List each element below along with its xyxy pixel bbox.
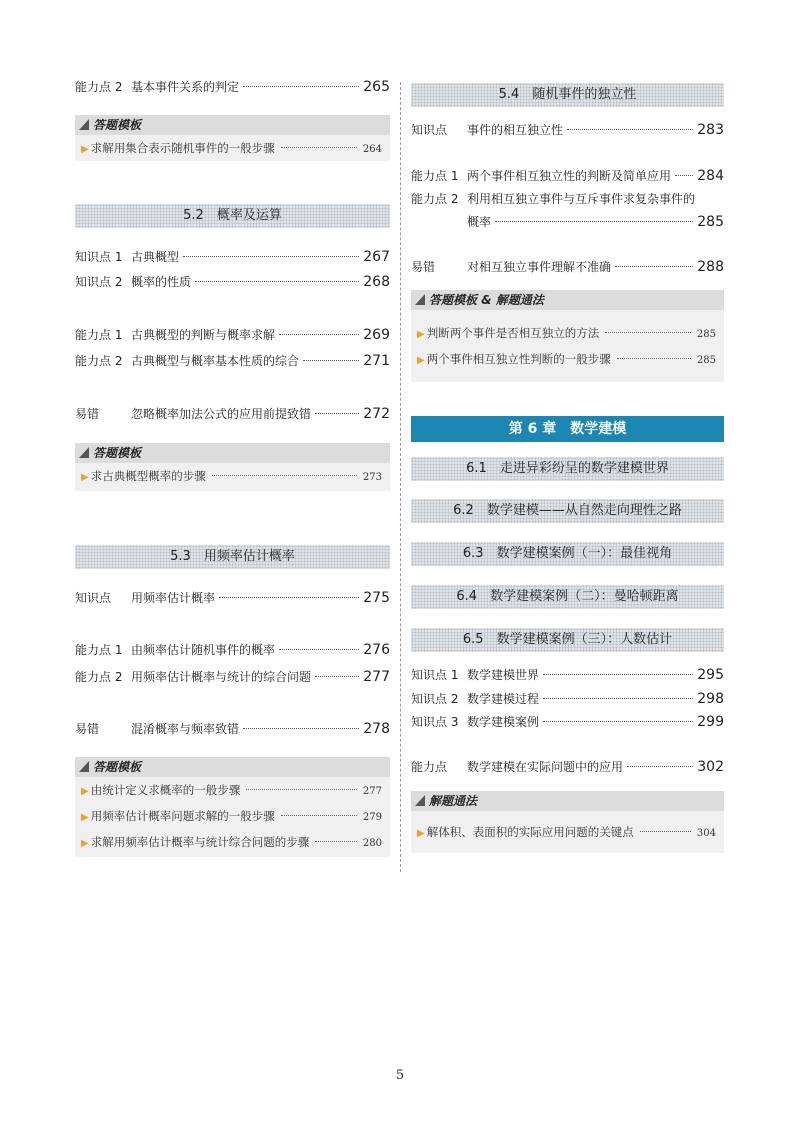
box-heading: 答题模板 xyxy=(75,757,390,777)
solution-method-box xyxy=(411,791,724,853)
toc-entry[interactable]: 能力点 2 用频率估计概率与统计的综合问题 277 xyxy=(75,669,390,685)
section-heading-6-4[interactable]: 6.4 数学建模案例（二）：曼哈顿距离 xyxy=(411,585,724,609)
toc-entry[interactable]: 能力点 1 两个事件相互独立性的判断及简单应用 284 xyxy=(411,168,724,184)
arrow-right-icon: ▶ xyxy=(81,786,89,797)
toc-entry[interactable]: 知识点 1 数学建模世界 295 xyxy=(411,667,724,683)
box-item[interactable]: ▶ 判断两个事件是否相互独立的方法 285 xyxy=(411,320,724,346)
triangle-icon xyxy=(415,795,425,806)
toc-entry[interactable]: 易错 混淆概率与频率致错 278 xyxy=(75,721,390,737)
toc-entry[interactable]: 知识点 用频率估计概率 275 xyxy=(75,590,390,606)
arrow-right-icon: ▶ xyxy=(417,355,425,366)
section-heading-5-2[interactable]: 5.2 概率及运算 xyxy=(75,204,390,228)
box-heading: 答题模板 xyxy=(75,443,390,463)
chapter-heading[interactable]: 第 6 章 数学建模 xyxy=(411,416,724,442)
section-heading-5-3[interactable]: 5.3 用频率估计概率 xyxy=(75,545,390,569)
section-heading-6-2[interactable]: 6.2 数学建模——从自然走向理性之路 xyxy=(411,499,724,523)
toc-entry[interactable]: 知识点 2 数学建模过程 298 xyxy=(411,691,724,707)
box-item[interactable]: ▶ 求古典概型概率的步骤 273 xyxy=(75,463,390,489)
arrow-right-icon: ▶ xyxy=(81,144,89,155)
arrow-right-icon: ▶ xyxy=(81,838,89,849)
section-heading-6-5[interactable]: 6.5 数学建模案例（三）：人数估计 xyxy=(411,628,724,652)
arrow-right-icon: ▶ xyxy=(417,828,425,839)
arrow-right-icon: ▶ xyxy=(81,812,89,823)
box-item[interactable]: ▶ 两个事件相互独立性判断的一般步骤 285 xyxy=(411,346,724,372)
toc-entry[interactable]: 易错 对相互独立事件理解不准确 288 xyxy=(411,259,724,275)
toc-entry-line2[interactable]: 概率 285 xyxy=(467,214,724,230)
box-heading: 解题通法 xyxy=(411,791,724,811)
arrow-right-icon: ▶ xyxy=(417,329,425,340)
toc-entry[interactable]: 易错 忽略概率加法公式的应用前提致错 272 xyxy=(75,406,390,422)
toc-entry[interactable]: 能力点 数学建模在实际问题中的应用 302 xyxy=(411,759,724,775)
toc-entry[interactable]: 知识点 1 古典概型 267 xyxy=(75,249,390,265)
section-heading-6-1[interactable]: 6.1 走进异彩纷呈的数学建模世界 xyxy=(411,457,724,481)
triangle-icon xyxy=(415,294,425,305)
box-item[interactable]: ▶ 用频率估计概率问题求解的一般步骤 279 xyxy=(75,803,390,829)
toc-entry[interactable]: 能力点 1 古典概型的判断与概率求解 269 xyxy=(75,327,390,343)
toc-entry[interactable]: 能力点 1 由频率估计随机事件的概率 276 xyxy=(75,642,390,658)
box-item[interactable]: ▶ 求解用频率估计概率与统计综合问题的步骤 280 xyxy=(75,829,390,855)
answer-template-box xyxy=(75,115,390,161)
leader-dots xyxy=(243,86,359,87)
triangle-icon xyxy=(79,119,89,130)
box-heading: 答题模板 xyxy=(75,115,390,135)
triangle-icon xyxy=(79,761,89,772)
toc-entry-line1[interactable]: 能力点 2 利用相互独立事件与互斥事件求复杂事件的 xyxy=(411,192,696,206)
box-heading: 答题模板 & 解题通法 xyxy=(411,290,724,310)
box-item[interactable]: ▶ 求解用集合表示随机事件的一般步骤 264 xyxy=(75,135,390,161)
box-item[interactable]: ▶ 由统计定义求概率的一般步骤 277 xyxy=(75,777,390,803)
answer-template-box xyxy=(75,443,390,491)
page-number: 5 xyxy=(395,1068,405,1083)
section-heading-5-4[interactable]: 5.4 随机事件的独立性 xyxy=(411,83,724,107)
arrow-right-icon: ▶ xyxy=(81,472,89,483)
answer-template-box xyxy=(75,757,390,857)
toc-entry[interactable]: 能力点 2 古典概型与概率基本性质的综合 271 xyxy=(75,353,390,369)
triangle-icon xyxy=(79,447,89,458)
toc-entry[interactable]: 知识点 3 数学建模案例 299 xyxy=(411,714,724,730)
toc-entry[interactable]: 知识点 事件的相互独立性 283 xyxy=(411,122,724,138)
toc-entry[interactable]: 知识点 2 概率的性质 268 xyxy=(75,274,390,290)
box-item[interactable]: ▶ 解体积、表面积的实际应用问题的关键点 304 xyxy=(411,819,724,845)
section-heading-6-3[interactable]: 6.3 数学建模案例（一）：最佳视角 xyxy=(411,542,724,566)
toc-entry[interactable]: 能力点 2 基本事件关系的判定 265 xyxy=(75,79,390,95)
answer-template-box xyxy=(411,290,724,382)
column-divider xyxy=(400,82,401,872)
